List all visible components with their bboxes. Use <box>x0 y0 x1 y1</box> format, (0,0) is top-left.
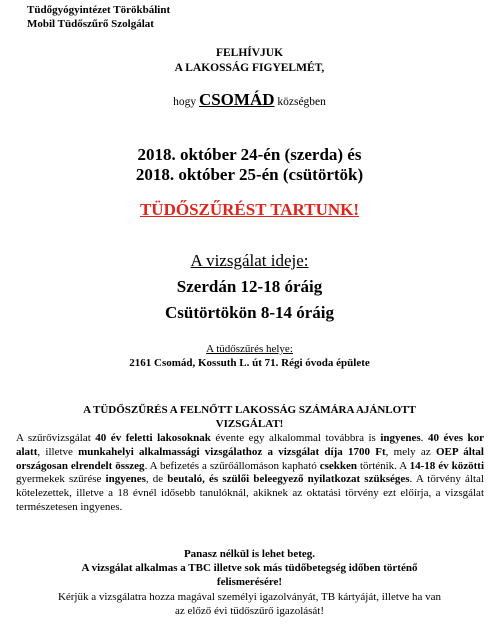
info-paragraph <box>16 432 484 515</box>
town-line-pre: hogy <box>173 96 199 108</box>
para-bold-age-14-18: 14-18 év közötti <box>409 459 484 472</box>
para-bold-free: ingyenes <box>380 432 421 444</box>
para-text-5: , mely az <box>385 445 436 458</box>
para-text-9: , de <box>145 473 168 486</box>
para-text-8: gyermekek szűrése <box>16 473 106 486</box>
date-line-1: 2018. október 24-én (szerda) és <box>137 145 362 164</box>
screening-announcement: TÜDŐSZŰRÉST TARTUNK! <box>139 200 360 219</box>
town-line-post: községben <box>274 96 326 108</box>
closing-line-4: Kérjük a vizsgálatra hozza magával személyi igazolványát, TB kártyáját, illetve ha van <box>57 591 442 603</box>
intro-line-1: FELHÍVJUK <box>215 47 284 59</box>
recommendation-line-1: A TÜDŐSZŰRÉS A FELNŐTT LAKOSSÁG SZÁMÁRA AJÁNLOTT <box>83 404 416 416</box>
para-bold-free-children: ingyenes <box>105 473 146 486</box>
para-text-1: A szűrővizsgálat <box>16 432 96 444</box>
town-name: CSOMÁD <box>198 90 275 109</box>
para-text-3: . <box>420 432 428 444</box>
para-bold-oep: OEP által országosan elrendelt összeg <box>16 445 484 472</box>
service-name: Mobil Tüdőszűrő Szolgálat <box>27 18 154 30</box>
para-bold-consent: beutaló, és szülői beleegyező nyilatkozat szükséges <box>167 473 410 486</box>
date-line-2: 2018. október 25-én (csütörtök) <box>135 165 364 184</box>
para-bold-under-40: 40 éves kor alatt <box>16 432 485 458</box>
para-text-6: . A befizetés a szűrőállomáson kapható <box>144 459 320 472</box>
para-bold-cheque: csekken <box>319 459 357 472</box>
location-title: A tüdőszűrés helye: <box>206 343 293 355</box>
exam-time-title: A vizsgálat ideje: <box>190 251 309 270</box>
town-line <box>0 90 499 112</box>
para-text-10: . A törvény által kötelezettek, illetve a 18 évnél idősebb tanulóknál, akiknek az oktatási törvény ezt előírja, a vizsgálat természetesen ingyenes. <box>16 473 484 513</box>
closing-line-1: Panasz nélkül is lehet beteg. <box>183 548 316 560</box>
institute-name: Tüdőgyógyintézet Törökbálint <box>27 4 171 16</box>
closing-line-2: A vizsgálat alkalmas a TBC illetve sok más tüdőbetegség időben történő <box>81 562 418 574</box>
para-text-2: évente egy alkalommal továbbra is <box>210 432 381 444</box>
intro-line-2: A LAKOSSÁG FIGYELMÉT, <box>174 62 325 74</box>
recommendation-line-2: VIZSGÁLAT! <box>215 418 284 430</box>
para-bold-age-over-40: 40 év feletti lakosoknak <box>95 432 211 444</box>
exam-day-thursday: Csütörtökön 8-14 óráig <box>164 303 335 322</box>
para-text-4: , illetve <box>37 445 79 458</box>
para-bold-fee: munkahelyi alkalmassági vizsgálathoz a vizsgálat díja 1700 Ft <box>78 445 386 458</box>
closing-line-3: felismerésére! <box>216 576 283 588</box>
location-address: 2161 Csomád, Kossuth L. út 71. Régi óvoda épülete <box>129 357 370 369</box>
closing-line-5: az előző évi tüdőszűrő igazolását! <box>174 605 325 617</box>
para-text-7: történik. A <box>357 459 410 472</box>
exam-day-wednesday: Szerdán 12-18 óráig <box>176 277 323 296</box>
